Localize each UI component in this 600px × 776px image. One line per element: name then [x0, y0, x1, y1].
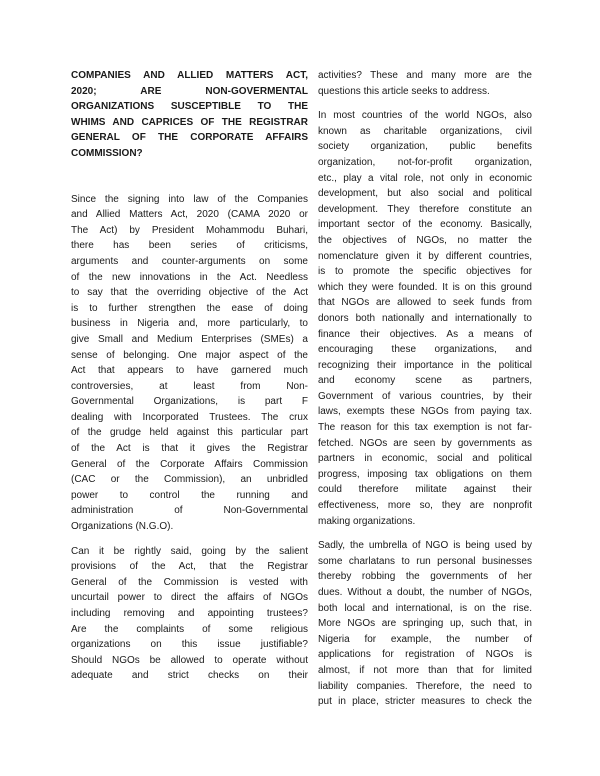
text-line: organizations on this issue justifiable? [71, 639, 308, 651]
text-line: uncurtail power to direct the affairs of NGOs [71, 592, 308, 604]
text-line: that NGOs are allowed to seek funds from [318, 297, 532, 309]
text-line: arguments and counter-arguments on some [71, 255, 308, 267]
text-line: important sector of the economy. Basically, [318, 219, 532, 231]
text-line: COMPANIES AND ALLIED MATTERS ACT, [71, 70, 308, 81]
text-line: provisions of the Act, that the Registrar [71, 561, 308, 573]
text-line: both local and international, is on the rise. [318, 602, 532, 614]
text-line: liability companies. Therefore, the need to [318, 680, 532, 692]
text-line: of the new innovations in the Act. Needless [71, 271, 308, 283]
text-line: making organizations. [318, 515, 416, 527]
text-line: almost, if not more than that for limited [318, 664, 532, 676]
text-line: Can it be rightly said, going by the salient [71, 545, 308, 557]
text-line: is to promote the specific objectives for [318, 266, 532, 278]
text-line: development. They therefore constitute an [318, 203, 532, 215]
text-line: dealing with Incorporated Trustees. The crux [71, 411, 308, 423]
text-line: to say that the overriding objective of the Act [71, 287, 308, 299]
text-line: Sadly, the umbrella of NGO is being used by [318, 540, 532, 552]
paragraph [318, 538, 532, 710]
text-line: encouraging these organizations, and [318, 344, 532, 356]
text-line: the objectives of NGOs, no matter the [318, 234, 532, 246]
text-line: give Small and Medium Enterprises (SMEs) a [71, 333, 308, 345]
text-line: and economy scene as partners, [318, 375, 532, 387]
text-line: Governmental Organizations, is part F [71, 396, 308, 408]
text-line: The reason for this tax exemption is not far- [318, 422, 532, 434]
text-line: some charlatans to run personal businesses [318, 555, 532, 567]
text-line: business in Nigeria and, more particularly, to [71, 318, 308, 330]
text-line: there has been series of criticisms, [71, 240, 308, 252]
right-body [318, 68, 532, 710]
article-title [71, 68, 308, 162]
text-line: applications for registration of NGOs is [318, 649, 532, 661]
text-line: Should NGOs be allowed to operate without [71, 654, 308, 666]
paragraph [71, 192, 308, 535]
text-line: nomenclature given it by different countries, [318, 250, 532, 262]
text-line: thereby robbing the governments of her [318, 571, 532, 583]
text-line: General of the Corporate Affairs Commission [71, 458, 308, 470]
text-line: Government of various countries, by their [318, 390, 532, 402]
text-line: activities? These and many more are the [318, 70, 532, 81]
text-line: The Act) by President Mohammodu Buhari, [71, 224, 308, 236]
text-line: could therefore militate against their [318, 484, 532, 496]
text-line: which they were founded. It is on this ground [318, 281, 532, 293]
text-line: is to further strengthen the ease of doing [71, 302, 308, 314]
text-line: (CAC or the Commission), an unbridled [71, 474, 308, 486]
text-line: WHIMS AND CAPRICES OF THE REGISTRAR [71, 116, 308, 128]
text-line: etc., play a vital role, not only in economic [318, 172, 532, 184]
text-line: fetched. NGOs are seen by governments as [318, 437, 532, 449]
text-line: adequate and strict checks on their [71, 670, 308, 682]
paragraph [71, 544, 308, 684]
text-line: donors both nationally and internationally to [318, 312, 532, 324]
text-line: put in place, stricter measures to check the [318, 696, 532, 708]
text-line: including removing and appointing trustees? [71, 608, 308, 619]
left-column [71, 68, 308, 693]
text-line: organization, not-for-profit organization, [318, 156, 532, 168]
text-line: laws, exempts these NGOs from paying tax. [318, 406, 532, 418]
right-column [318, 68, 532, 719]
text-line: Organizations (N.G.O). [71, 521, 174, 533]
text-line: Are the complaints of some religious [71, 623, 308, 635]
text-line: known as charitable organizations, civil [318, 125, 532, 137]
text-line: controversies, at least from Non- [71, 380, 308, 392]
text-line: finance their objectives. As a means of [318, 328, 532, 340]
text-line: 2020; ARE NON-GOVERMENTAL [71, 85, 308, 97]
text-line: and Allied Matters Act, 2020 (CAMA 2020 or [71, 209, 308, 221]
text-line: More NGOs are springing up, such that, in [318, 618, 532, 630]
text-line: recognizing their importance in the political [318, 359, 532, 371]
text-line: partners in economic, social and political [318, 453, 532, 465]
text-line: Act that appears to have garnered much [71, 365, 308, 377]
text-line: development, but also social and political [318, 188, 532, 200]
text-line: effectiveness, more so, they are nonprofit [318, 500, 532, 512]
text-line: In most countries of the world NGOs, also [318, 110, 532, 122]
left-body [71, 192, 308, 684]
text-line: sense of belonging. One major aspect of the [71, 349, 308, 361]
text-line: power to control the running and [71, 489, 308, 501]
text-line: GENERAL OF THE CORPORATE AFFAIRS [71, 132, 308, 144]
text-line: society organization, public benefits [318, 141, 532, 153]
text-line: ORGANIZATIONS SUSCEPTIBLE TO THE [71, 101, 308, 113]
text-line: General of the Commission is vested with [71, 576, 308, 588]
text-line: questions this article seeks to address. [318, 85, 490, 97]
paragraph [318, 68, 532, 99]
text-line: Since the signing into law of the Companies [71, 193, 308, 205]
text-line: dues. Without a doubt, the number of NGOs, [318, 587, 532, 598]
text-line: Nigeria for example, the number of [318, 633, 532, 645]
text-line: of the grudge held against this particular part [71, 427, 308, 439]
text-line: administration of Non-Governmental [71, 505, 308, 517]
paragraph [318, 108, 532, 529]
text-line: of the Act is that it gives the Registrar [71, 443, 308, 455]
text-line: COMMISSION? [71, 147, 143, 159]
text-line: progress, imposing tax obligations on them [318, 468, 532, 480]
